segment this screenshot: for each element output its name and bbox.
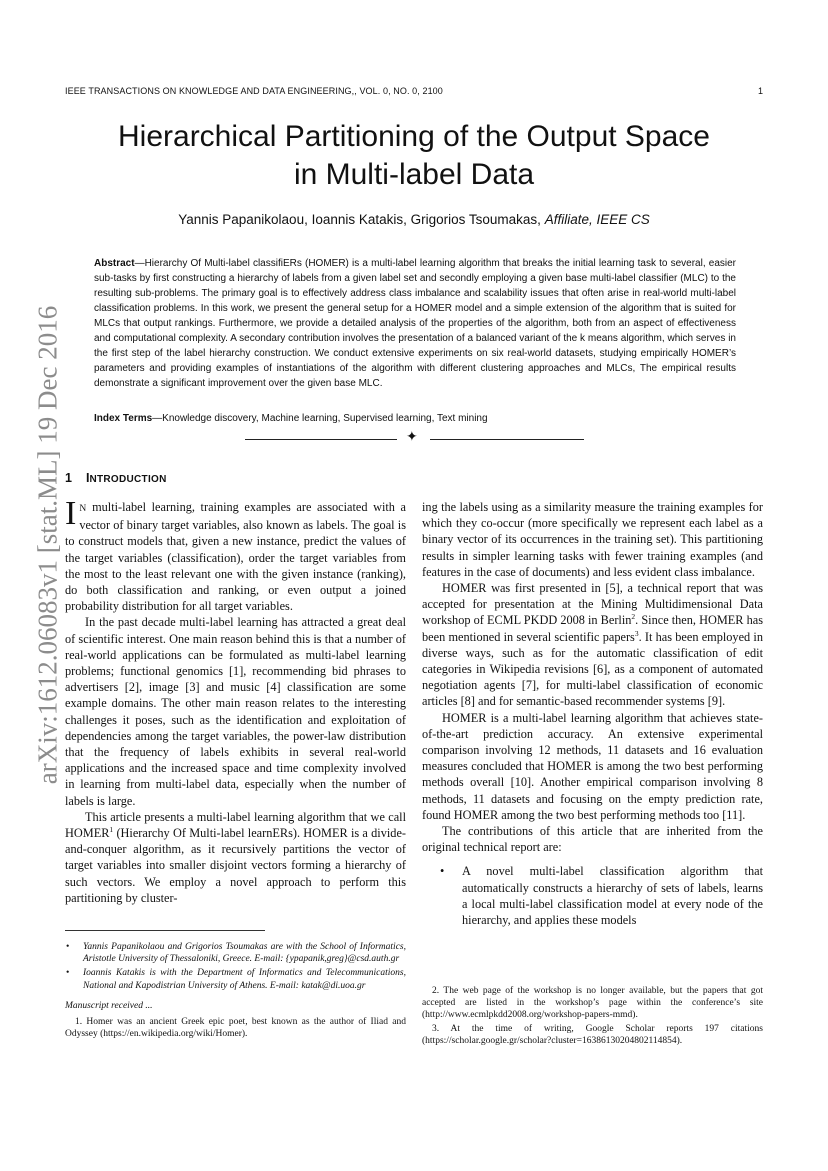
paragraph: HOMER is a multi-label learning algorithm that achieves state-of-the-art prediction accuracy. An extensive experimental comparison involving 12 methods, 11 datasets and 16 evaluation measures concluded that HOMER is among the two best performing methods overall [10]. Another empirical comparison involving 8 methods, 11 datasets and focusing on the empty prediction rate, found HOMER among the two best performing methods too [11]. bbox=[422, 710, 763, 822]
footnote-3: 3. At the time of writing, Google Scholar reports 197 citations (https://scholar.google.gr/scholar?cluster=16386130204802114854). bbox=[422, 1023, 763, 1046]
list-item bbox=[422, 863, 763, 928]
paragraph bbox=[422, 580, 763, 710]
bullet-icon: • bbox=[66, 942, 70, 952]
paragraph-text: HOMER was first presented in [5], a technical report that was accepted for presentation at the Mining Multidimensional Data workshop of ECML PKDD 2008 in Berlin bbox=[422, 581, 763, 628]
affiliation-note bbox=[65, 967, 406, 991]
right-column bbox=[422, 499, 763, 928]
affiliation: Affiliate, IEEE CS bbox=[544, 212, 650, 227]
separator-rule-left bbox=[245, 439, 397, 440]
title-line-1: Hierarchical Partitioning of the Output Space bbox=[118, 120, 710, 153]
paragraph-text: This article presents a multi-label learning algorithm that we call HOMER bbox=[65, 809, 406, 841]
footnote-2: 2. The web page of the workshop is no longer available, but the papers that got accepted are listed in the workshop’s page within the conference’s site (http://www.ecmlpkdd2008.org/workshop-papers-mmd). bbox=[422, 986, 763, 1021]
separator-diamond-icon: ✦ bbox=[406, 430, 418, 445]
abstract-text: —Hierarchy Of Multi-label classifiERs (HOMER) is a multi-label learning algorithm that breaks the initial learning task to several, easier sub-tasks by first constructing a hierarchy of labels from a given label set and secondly employing a given base multi-label classifier (MLC) to the resulting sub-problems. The primary goal is to effectively address class imbalance and scalability issues that often arise in real-world multi-label classification problems. In this work, we present the general setup for a HOMER model and a simple extension of the algorithm that is suited for MLCs that output rankings. Furthermore, we provide a detailed analysis of the properties of the algorithm, both from an aspect of effectiveness and computational complexity. A secondary contribution involves the presentation of a balanced variant of the k means algorithm, which serves in the first step of the label hierarchy construction. We conduct extensive experiments on six real-world datasets, studying empirically HOMER’s parameters and providing examples of instantiations of the algorithm with different clustering approaches and MLCs, The empirical results demonstrate a significant improvement over the given base MLC. bbox=[94, 258, 736, 389]
paper-title bbox=[40, 118, 788, 194]
bullet-icon: • bbox=[66, 968, 70, 979]
footnotes-right bbox=[422, 985, 763, 1048]
paragraph-text: . It has been employed in diverse ways, such as for the automatic classification of edit categories in Wikipedia revisions [6], as a component of automated negotiation agents [7], for multi-label classification of economic articles [8] and for semantic-based recommender systems [9]. bbox=[422, 629, 763, 709]
note-text: Yannis Papanikolaou and Grigorios Tsoumakas are with the School of Informatics, Aristotle University of Thessaloniki, Greece. E-mail: {ypapanik,greg}@csd.auth.gr bbox=[83, 942, 406, 965]
left-column bbox=[65, 495, 406, 906]
index-terms-label: Index Terms bbox=[94, 413, 153, 424]
authors: Yannis Papanikolaou, Ioannis Katakis, Grigorios Tsoumakas, bbox=[178, 212, 541, 227]
paragraph: The contributions of this article that are inherited from the original technical report are: bbox=[422, 824, 763, 855]
paragraph bbox=[65, 495, 406, 614]
note-text: Ioannis Katakis is with the Department of Informatics and Telecommunications, National and Kapodistrian University of Athens. E-mail: katak@di.uoa.gr bbox=[83, 968, 406, 991]
section-heading bbox=[65, 471, 167, 485]
paragraph: ing the labels using as a similarity measure the training examples for which they co-occur (more specifically we represent each label as a binary vector of its occurrences in the training set). This partitioning results in simpler learning tasks with fewer training examples (and features in the case of documents) and less evident class imbalance. bbox=[422, 500, 763, 579]
footnote-marker: 3 bbox=[634, 628, 639, 638]
drop-cap: I bbox=[65, 495, 77, 532]
paragraph: In the past decade multi-label learning has attracted a great deal of scientific interest. One main reason behind this is that a number of real-world applications can be formulated as multi-label learning problems; functional genomics [1], recommending bid phrases to advertisers [2], image [3] and music [4] classification are some example domains. The other main reason relates to the interesting challenges it poses, such as the identification and exploitation of dependencies among the target variables, the power-law distribution that the frequency of labels exhibits in several real-world applications and the increased space and time complexity involved in learning from multi-label data, especially when the number of labels is large. bbox=[65, 615, 406, 808]
bullet-icon: • bbox=[440, 864, 445, 879]
page-number: 1 bbox=[758, 86, 764, 96]
index-terms-text: —Knowledge discovery, Machine learning, Supervised learning, Text mining bbox=[152, 413, 488, 424]
section-title-initial: I bbox=[85, 471, 90, 485]
title-line-2: in Multi-label Data bbox=[293, 158, 535, 191]
footnote-1: 1. Homer was an ancient Greek epic poet, best known as the author of Iliad and Odyssey (https://en.wikipedia.org/wiki/Homer). bbox=[65, 1017, 406, 1040]
abstract bbox=[94, 256, 736, 391]
paragraph-text: multi-label learning, training examples are associated with a vector of binary target variables, also known as labels. The goal is to construct models that, given a new instance, predict the values of the target variables (classification), order the target variables from the most to the least relevant one with the given instance (ranking), do both classification and ranking, or even output a joined probability distribution for all target variables. bbox=[65, 500, 406, 614]
affiliation-note bbox=[65, 941, 406, 965]
footnote-marker: 2 bbox=[631, 612, 636, 622]
footnote-rule bbox=[65, 930, 265, 931]
paragraph-text: (Hierarchy Of Multi-label learnERs). HOMER is a divide-and-conquer algorithm, as it recursively partitions the vector of target variables into smaller disjoint vectors forming a hierarchy of such vectors. We employ a novel approach to perform this partitioning by cluster- bbox=[65, 826, 406, 905]
arxiv-stamp: arXiv:1612.06083v1 [stat.ML] 19 Dec 2016 bbox=[32, 305, 63, 785]
small-caps-lead: N bbox=[79, 504, 87, 514]
paragraph bbox=[65, 809, 406, 906]
abstract-label: Abstract bbox=[94, 258, 135, 269]
footnotes-left bbox=[65, 941, 406, 1040]
manuscript-note: Manuscript received ... bbox=[65, 1000, 153, 1011]
section-number: 1 bbox=[65, 471, 72, 485]
running-header: IEEE TRANSACTIONS ON KNOWLEDGE AND DATA ENGINEERING,, VOL. 0, NO. 0, 2100 bbox=[65, 86, 443, 96]
contribution-list bbox=[422, 863, 763, 928]
paragraph-text: . Since then, HOMER has been mentioned in several scientific papers bbox=[422, 613, 763, 644]
list-item-text: A novel multi-label classification algorithm that automatically constructs a hierarchy of sets of labels, learns a local multi-label classification model at every node of the hierarchy, and applies these models bbox=[462, 864, 763, 928]
index-terms bbox=[94, 411, 736, 426]
footnote-marker: 1 bbox=[109, 824, 114, 834]
author-list bbox=[40, 212, 788, 227]
separator-rule-right bbox=[430, 439, 584, 440]
section-title-rest: NTRODUCTION bbox=[89, 474, 167, 485]
